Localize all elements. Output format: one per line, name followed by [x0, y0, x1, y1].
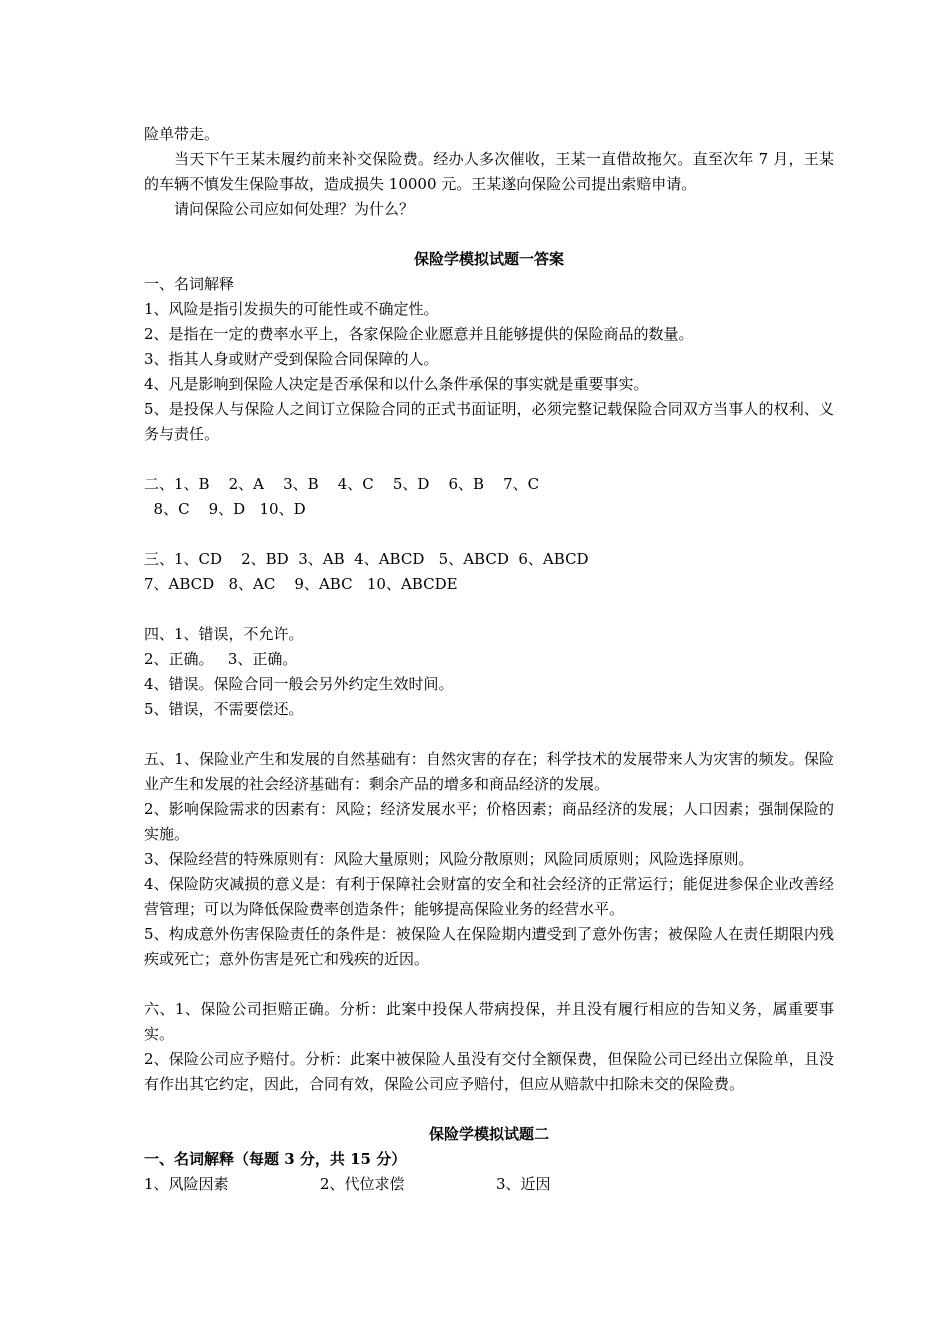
- section3-line: 7、ABCD 8、AC 9、ABC 10、ABCDE: [144, 575, 458, 593]
- intro-paragraph: 当天下午王某未履约前来补交保险费。经办人多次催收，王某一直借故拖欠。直至次年 7 月，王某的车辆不慎发生保险事故，造成损失 10000 元。王某遂向保险公司提出索赔申请。: [144, 150, 834, 193]
- answer-title: 保险学模拟试题一答案: [413, 250, 564, 268]
- exam2-terms-row: [144, 1172, 834, 1197]
- section4-item: 2、正确。 3、正确。: [144, 650, 298, 668]
- section2-line: 二、1、B 2、A 3、B 4、C 5、D 6、B 7、C: [144, 475, 540, 493]
- section6-item: 六、1、保险公司拒赔正确。分析：此案中投保人带病投保，并且没有履行相应的告知义务，属重要事实。: [144, 1000, 834, 1043]
- section6-item: 2、保险公司应予赔付。分析：此案中被保险人虽没有交付全额保费，但保险公司已经出立保险单，且没有作出其它约定，因此，合同有效，保险公司应予赔付，但应从赔款中扣除未交的保险费。: [144, 1050, 834, 1093]
- exam2-section1-heading: 一、名词解释（每题 3 分，共 15 分）: [144, 1150, 407, 1168]
- intro-line: 险单带走。: [144, 125, 220, 143]
- section4-item: 四、1、错误，不允许。: [144, 625, 304, 643]
- section4-item: 4、错误。保险合同一般会另外约定生效时间。: [144, 675, 454, 693]
- section1-item: 4、凡是影响到保险人决定是否承保和以什么条件承保的事实就是重要事实。: [144, 375, 649, 393]
- section1-heading: 一、名词解释: [144, 275, 235, 293]
- section5-item: 五、1、保险业产生和发展的自然基础有：自然灾害的存在；科学技术的发展带来人为灾害的频发。保险业产生和发展的社会经济基础有：剩余产品的增多和商品经济的发展。: [144, 750, 834, 793]
- section3-line: 三、1、CD 2、BD 3、AB 4、ABCD 5、ABCD 6、ABCD: [144, 550, 589, 568]
- section1-item: 1、风险是指引发损失的可能性或不确定性。: [144, 300, 439, 318]
- section1-item: 5、是投保人与保险人之间订立保险合同的正式书面证明，必须完整记载保险合同双方当事人的权利、义务与责任。: [144, 400, 834, 443]
- intro-question: 请问保险公司应如何处理？为什么？: [174, 200, 415, 218]
- section5-item: 2、影响保险需求的因素有：风险；经济发展水平；价格因素；商品经济的发展；人口因素；强制保险的实施。: [144, 800, 834, 843]
- exam2-title: 保险学模拟试题二: [428, 1125, 549, 1143]
- section1-item: 2、是指在一定的费率水平上，各家保险企业愿意并且能够提供的保险商品的数量。: [144, 325, 694, 343]
- term-item: 2、代位求偿: [320, 1175, 405, 1193]
- section5-item: 3、保险经营的特殊原则有：风险大量原则；风险分散原则；风险同质原则；风险选择原则。: [144, 850, 754, 868]
- term-item: 3、近因: [496, 1175, 551, 1193]
- section4-item: 5、错误，不需要偿还。: [144, 700, 304, 718]
- document-body: [144, 122, 834, 1197]
- term-item: 1、风险因素: [144, 1175, 229, 1193]
- section2-line: 8、C 9、D 10、D: [144, 500, 306, 518]
- section5-item: 4、保险防灾减损的意义是：有利于保障社会财富的安全和社会经济的正常运行；能促进参保企业改善经营管理；可以为降低保险费率创造条件；能够提高保险业务的经营水平。: [144, 875, 834, 918]
- section5-item: 5、构成意外伤害保险责任的条件是：被保险人在保险期内遭受到了意外伤害；被保险人在责任期限内残疾或死亡；意外伤害是死亡和残疾的近因。: [144, 925, 834, 968]
- section1-item: 3、指其人身或财产受到保险合同保障的人。: [144, 350, 439, 368]
